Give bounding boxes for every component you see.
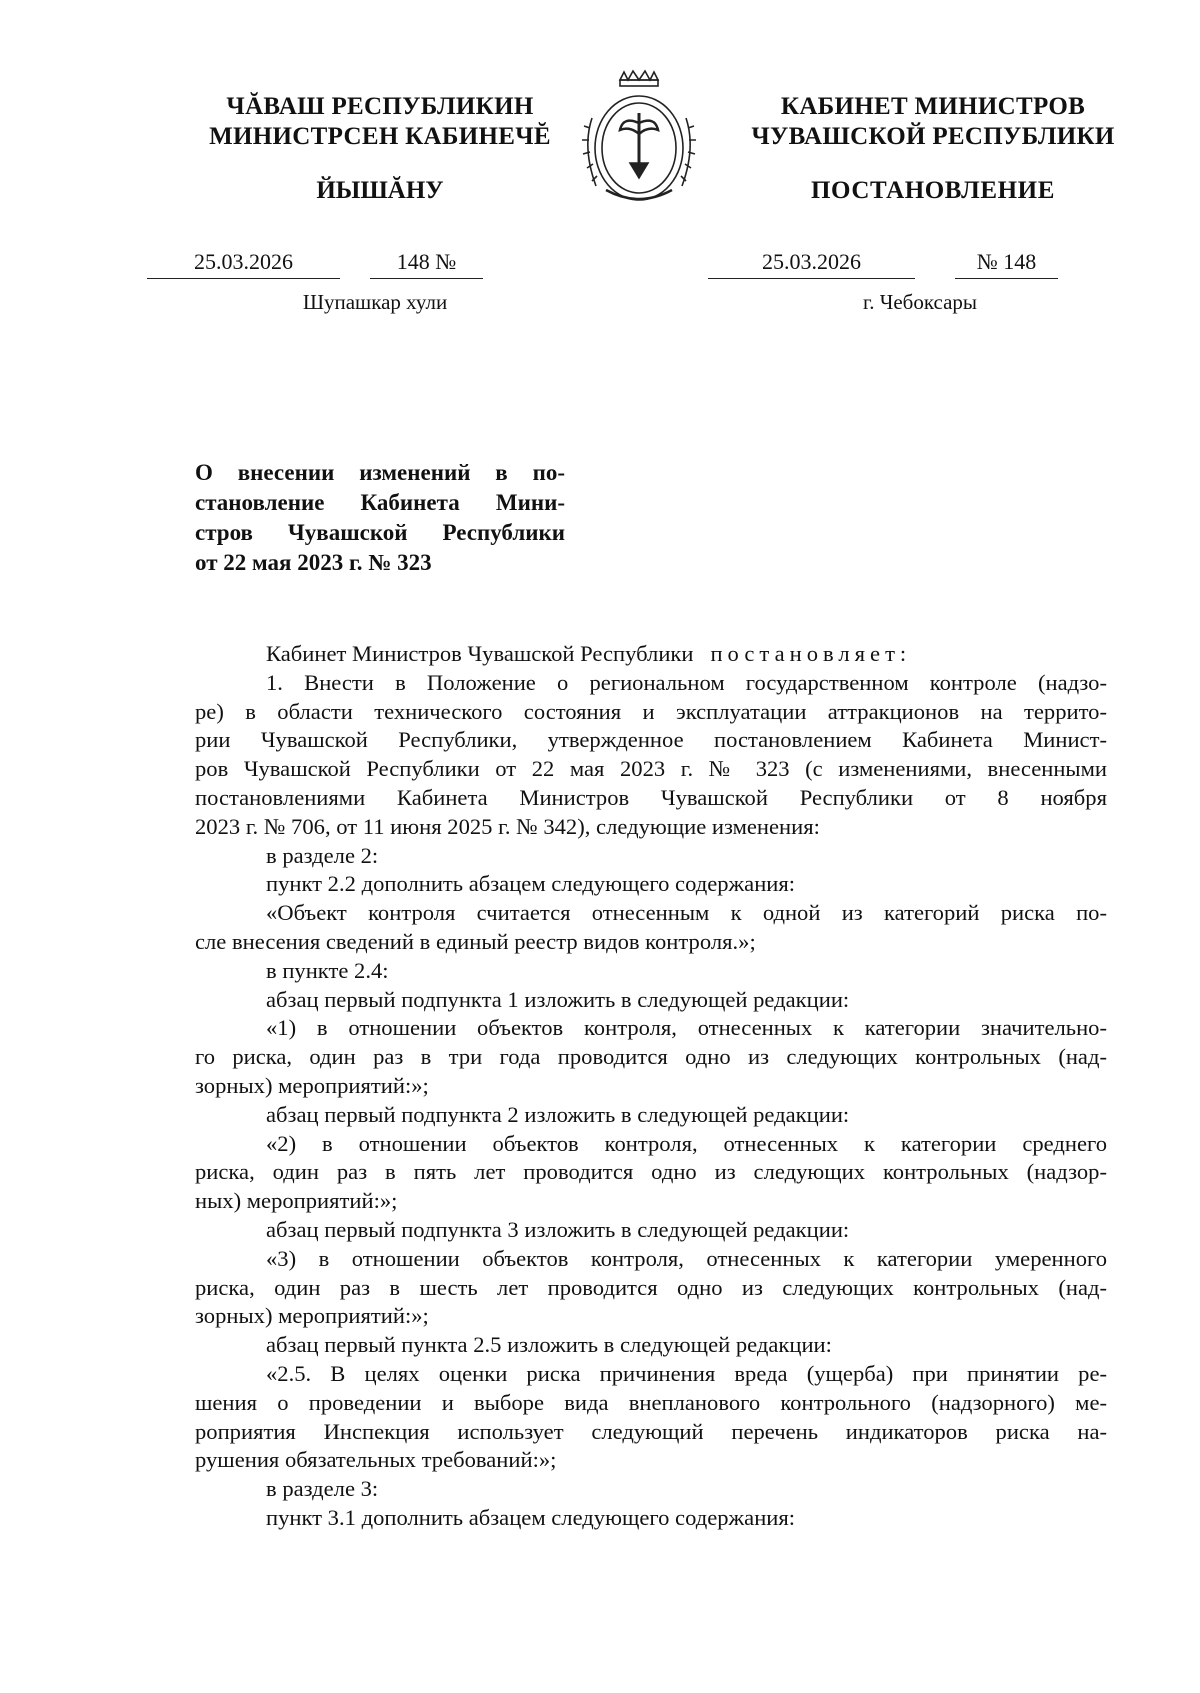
- body-line: абзац первый подпункта 1 изложить в следующей редакции:: [266, 986, 850, 1012]
- body-line: «Объект контроля считается отнесенным к одной из категорий риска по-: [266, 900, 1107, 926]
- body-line: роприятия Инспекция использует следующий перечень индикаторов риска на-: [195, 1418, 1107, 1444]
- header-right: [718, 92, 1148, 152]
- chuvash-republic-emblem-icon: [578, 68, 700, 206]
- body-line: зорных) мероприятий:»;: [195, 1072, 429, 1098]
- doc-type-russian: ПОСТАНОВЛЕНИЕ: [810, 177, 1056, 204]
- body-line: «3) в отношении объектов контроля, отнесенных к категории умеренного: [266, 1245, 1107, 1271]
- body-line: абзац первый подпункта 3 изложить в следующей редакции:: [266, 1216, 850, 1242]
- subject-line: О внесении изменений в по-: [195, 460, 565, 485]
- body-line: абзац первый подпункта 2 изложить в следующей редакции:: [266, 1101, 850, 1127]
- right-city: г. Чебоксары: [862, 290, 978, 314]
- body-line: ров Чувашской Республики от 22 мая 2023 г. № 323 (с изменениями, внесенными: [195, 756, 1107, 782]
- body-line: 2023 г. № 706, от 11 июня 2025 г. № 342), следующие изменения:: [195, 813, 820, 839]
- body-line: риска, один раз в пять лет проводится одно из следующих контрольных (надзор-: [195, 1159, 1107, 1185]
- header-left-line-2: МИНИСТРСЕН КАБИНЕЧĔ: [209, 123, 551, 150]
- body-line: в разделе 3:: [266, 1476, 379, 1502]
- body-line: абзац первый пункта 2.5 изложить в следующей редакции:: [266, 1332, 832, 1358]
- body-line: «2.5. В целях оценки риска причинения вреда (ущерба) при принятии ре-: [266, 1360, 1107, 1386]
- body-line: в разделе 2:: [266, 842, 379, 868]
- body-line: го риска, один раз в три года проводится одно из следующих контрольных (над-: [195, 1044, 1107, 1070]
- body-line: рии Чувашской Республики, утвержденное постановлением Кабинета Минист-: [195, 727, 1107, 753]
- body-line: ных) мероприятий:»;: [195, 1188, 398, 1214]
- right-date-field: 25.03.2026: [708, 248, 915, 279]
- left-city: Шупашкар хули: [302, 290, 448, 314]
- body-line: шения о проведении и выборе вида внепланового контрольного (надзорного) ме-: [195, 1389, 1107, 1415]
- body-line: пункт 3.1 дополнить абзацем следующего содержания:: [266, 1504, 796, 1530]
- body-line: рушения обязательных требований:»;: [195, 1447, 557, 1473]
- left-number-field: 148 №: [370, 248, 483, 279]
- body-line: 1. Внести в Положение о региональном государственном контроле (надзо-: [266, 669, 1107, 695]
- body-line: пункт 2.2 дополнить абзацем следующего содержания:: [266, 871, 796, 897]
- right-number-field: № 148: [955, 248, 1058, 279]
- subject-line: стров Чувашской Республики: [195, 520, 565, 545]
- header-left: [170, 92, 590, 152]
- subject-line: становление Кабинета Мини-: [195, 490, 565, 515]
- subject-line: от 22 мая 2023 г. № 323: [195, 550, 432, 575]
- body-line: постановлениями Кабинета Министров Чувашской Республики от 8 ноября: [195, 784, 1107, 810]
- body-line: ре) в области технического состояния и эксплуатации аттракционов на террито-: [195, 698, 1107, 724]
- header-right-line-1: КАБИНЕТ МИНИСТРОВ: [780, 93, 1086, 120]
- body-line: риска, один раз в шесть лет проводится одно из следующих контрольных (над-: [195, 1274, 1107, 1300]
- intro-verb: постановляет:: [710, 641, 912, 666]
- body-line: сле внесения сведений в единый реестр видов контроля.»;: [195, 928, 756, 954]
- body-line: зорных) мероприятий:»;: [195, 1303, 429, 1329]
- intro-line: [195, 640, 1107, 669]
- intro-text: Кабинет Министров Чувашской Республики: [266, 641, 694, 666]
- header-right-line-2: ЧУВАШСКОЙ РЕСПУБЛИКИ: [751, 123, 1115, 150]
- body-line: в пункте 2.4:: [266, 957, 389, 983]
- document-body: [195, 640, 1107, 1533]
- body-line: «2) в отношении объектов контроля, отнесенных к категории среднего: [266, 1130, 1107, 1156]
- doc-type-chuvash: ЙЫШĂНУ: [316, 177, 444, 204]
- header-left-line-1: ЧĂВАШ РЕСПУБЛИКИН: [226, 93, 534, 120]
- body-line: «1) в отношении объектов контроля, отнесенных к категории значительно-: [266, 1015, 1107, 1041]
- left-date-field: 25.03.2026: [147, 248, 340, 279]
- document-subject: [195, 458, 565, 578]
